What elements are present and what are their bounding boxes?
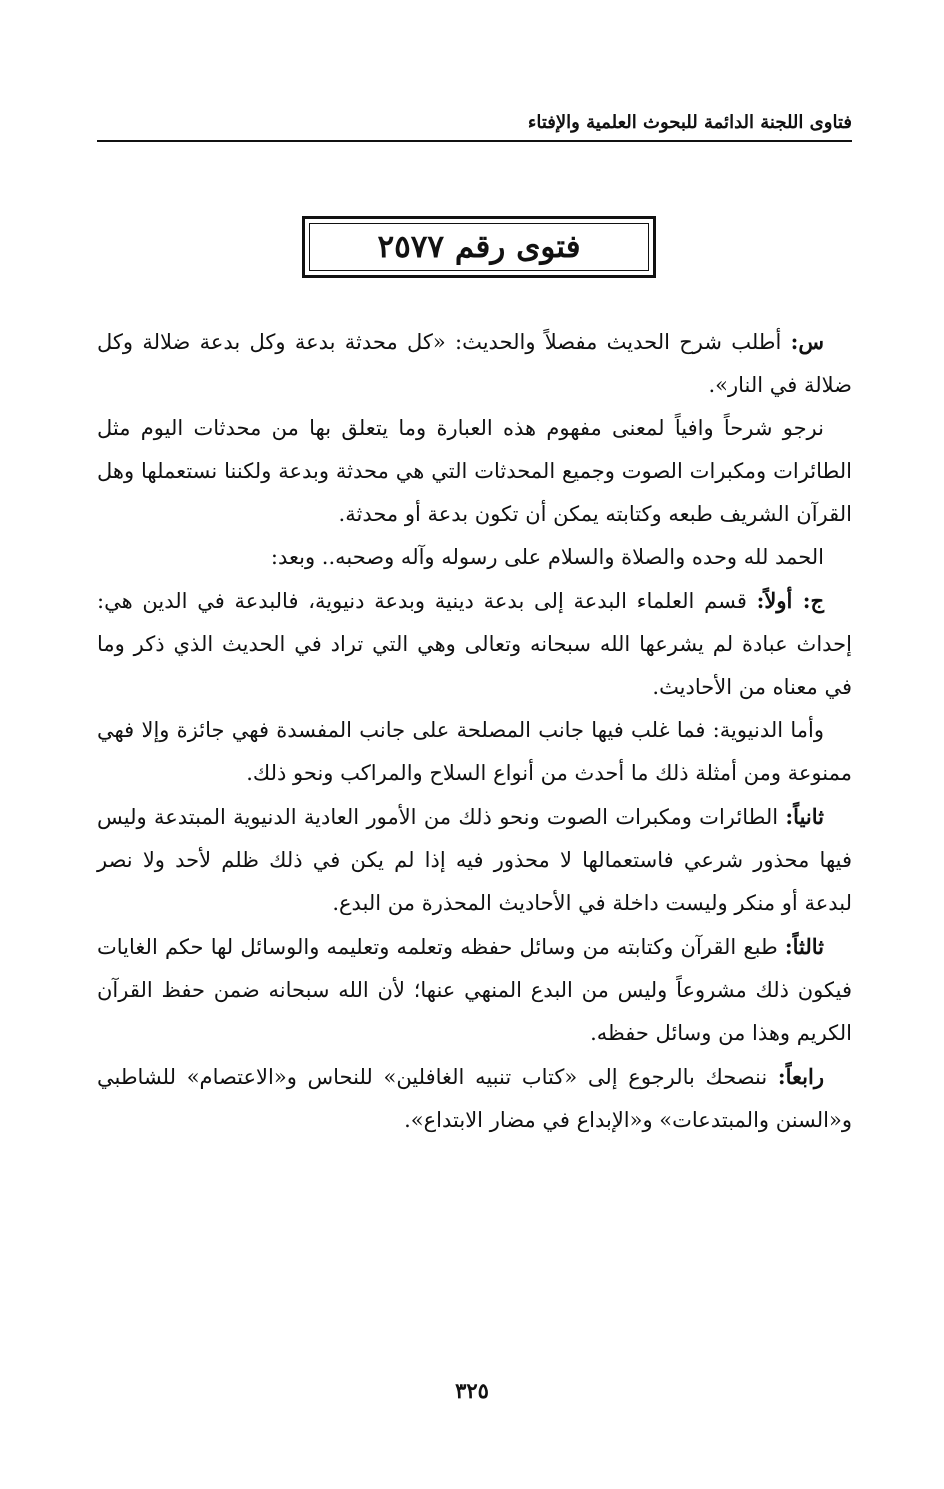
answer-third-paragraph [97,925,852,1055]
opening-paragraph: الحمد لله وحده والصلاة والسلام على رسوله وآله وصحبه.. وبعد: [270,545,824,569]
answer-second-paragraph [97,795,852,925]
page-number: ٣٢٥ [455,1378,489,1403]
running-header-title: فتاوى اللجنة الدائمة للبحوث العلمية والإفتاء [524,110,852,136]
answer-first-lead: ج: أولاً: [756,588,824,613]
question-lead: س: [790,329,824,354]
question-text: أطلب شرح الحديث مفصلاً والحديث: «كل محدثة بدعة وكل بدعة ضلالة وكل ضلالة في النار». [97,330,852,397]
answer-third-text: طبع القرآن وكتابته من وسائل حفظه وتعلمه وتعليمه والوسائل لها حكم الغايات فيكون ذلك مشروعاً وليس من البدع المنهي عنها؛ لأن الله سبحانه ضمن حفظ القرآن الكريم وهذا من وسائل حفظه. [97,935,852,1045]
fatwa-title: فتوى رقم ٢٥٧٧ [377,229,581,265]
answer-fourth-text: ننصحك بالرجوع إلى «كتاب تنبيه الغافلين» للنحاس و«الاعتصام» للشاطبي و«السنن والمبتدعات» و«الإبداع في مضار الابتداع». [97,1065,852,1132]
answer-second-text: الطائرات ومكبرات الصوت ونحو ذلك من الأمور العادية الدنيوية المبتدعة وليس فيها محذور شرعي فاستعمالها لا محذور فيه إذا لم يكن في ذلك ظلم لأحد ولا نصر لبدعة أو منكر وليست داخلة في الأحاديث المحذرة من البدع. [97,805,852,915]
answer-first-text: قسم العلماء البدعة إلى بدعة دينية وبدعة دنيوية، فالبدعة في الدين هي: إحداث عبادة لم يشرعها الله سبحانه وتعالى وهي التي تراد في الحديث الذي ذكر وما في معناه من الأحاديث. [97,589,852,699]
answer-second-lead: ثانياً: [785,804,824,829]
running-header [97,110,852,142]
question-followup-paragraph: نرجو شرحاً وافياً لمعنى مفهوم هذه العبارة وما يتعلق بها من محدثات اليوم مثل الطائرات ومكبرات الصوت وجميع المحدثات التي هي محدثة وبدعة ولكننا نستعملها وهل القرآن الشريف طبعه وكتابته يمكن أن تكون بدعة أو محدثة. [97,416,852,526]
answer-first-paragraph [97,579,852,709]
fatwa-title-box [302,216,656,278]
answer-third-lead: ثالثاً: [784,934,824,959]
fatwa-body [97,320,852,1142]
question-paragraph [97,320,852,407]
answer-fourth-lead: رابعاً: [777,1064,824,1089]
answer-worldly-paragraph: وأما الدنيوية: فما غلب فيها جانب المصلحة على جانب المفسدة فهي جائزة وإلا فهي ممنوعة ومن أمثلة ذلك ما أحدث من أنواع السلاح والمراكب ونحو ذلك. [97,718,852,785]
answer-fourth-paragraph [97,1055,852,1142]
